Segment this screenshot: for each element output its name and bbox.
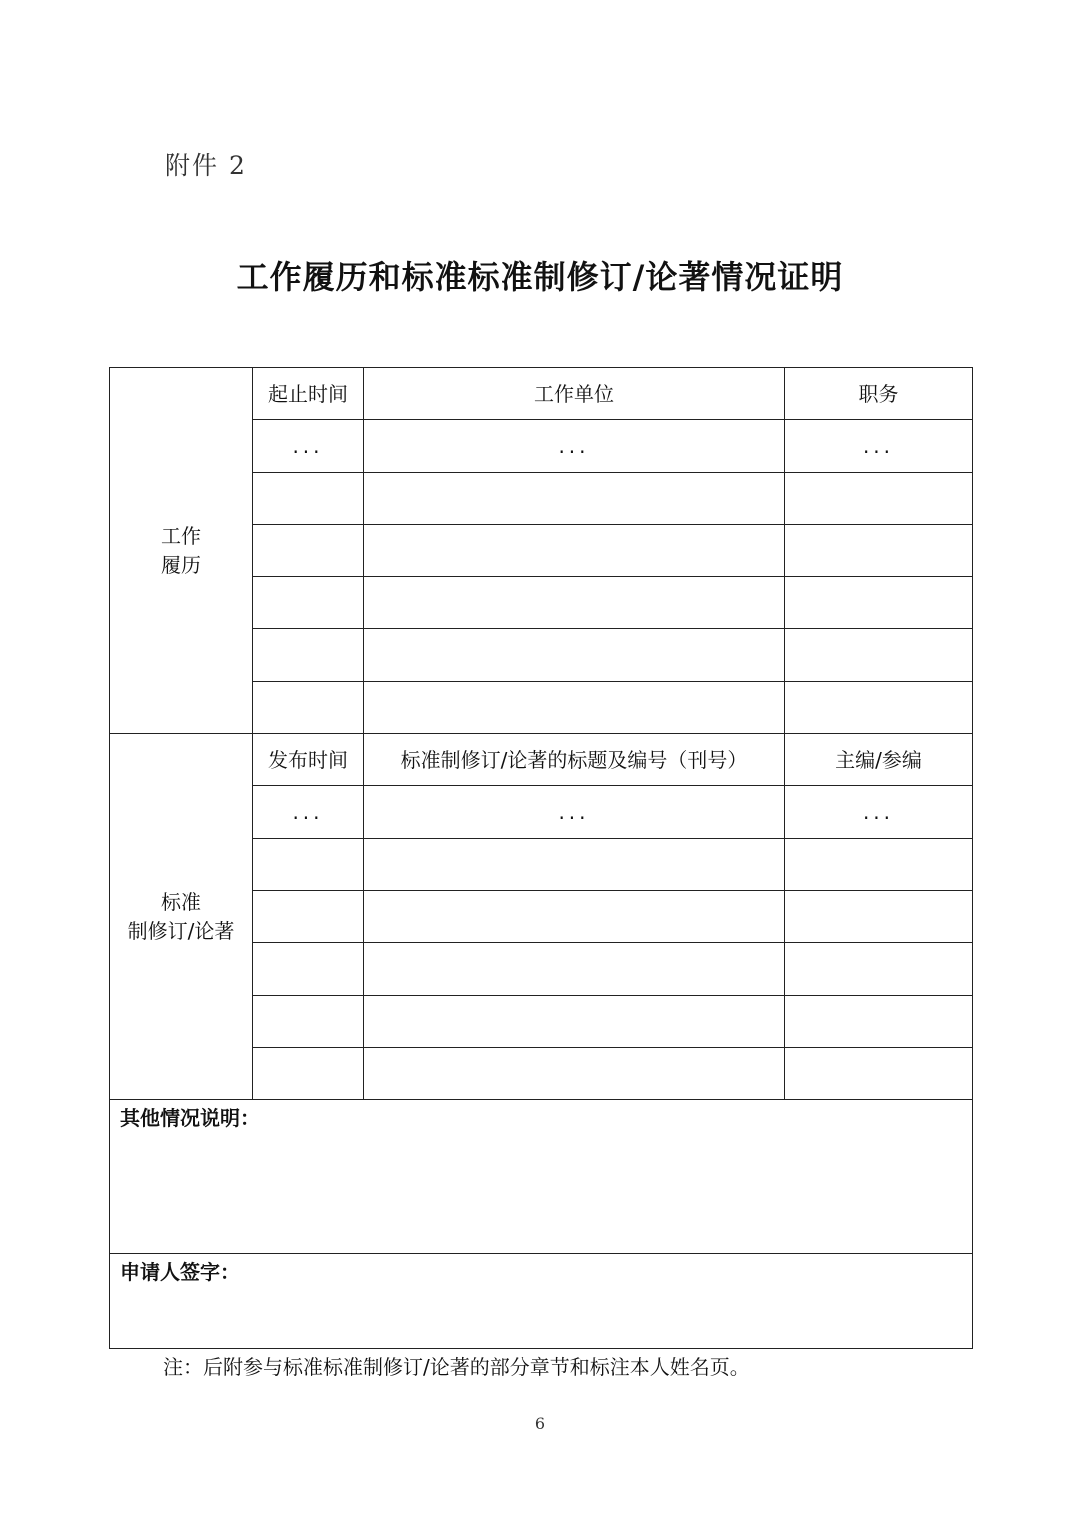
work-position-cell[interactable] [785,524,973,576]
work-position-cell[interactable] [785,681,973,733]
work-position-cell[interactable] [785,472,973,524]
signature-row [110,1254,973,1349]
other-notes-field[interactable] [110,1100,973,1254]
work-employer-cell[interactable] [364,472,785,524]
role-cell[interactable] [785,995,973,1047]
publish-date-cell[interactable] [253,1047,364,1099]
publication-title-cell[interactable] [364,995,785,1047]
publication-title-cell[interactable] [364,890,785,942]
header-role: 主编/参编 [785,734,973,786]
work-employer-cell[interactable]: ... [364,420,785,472]
work-period-cell[interactable] [253,577,364,629]
work-employer-cell[interactable] [364,681,785,733]
work-history-section-label: 工作 履历 [110,368,253,734]
work-position-cell[interactable] [785,577,973,629]
header-publication-title: 标准制修订/论著的标题及编号（刊号） [364,734,785,786]
work-employer-cell[interactable] [364,629,785,681]
work-period-cell[interactable] [253,472,364,524]
signature-field[interactable] [110,1254,973,1349]
header-position: 职务 [785,368,973,420]
other-notes-label: 其他情况说明： [120,1106,260,1131]
work-history-header-row [110,368,973,420]
footnote: 注：后附参与标准标准制修订/论著的部分章节和标注本人姓名页。 [163,1355,750,1379]
publications-section-label: 标准 制修订/论著 [110,734,253,1100]
work-period-cell[interactable] [253,524,364,576]
attachment-label: 附件 2 [165,151,247,180]
certificate-form-table [109,367,973,1349]
role-cell[interactable] [785,1047,973,1099]
role-cell[interactable] [785,838,973,890]
other-notes-row [110,1100,973,1254]
publication-title-cell[interactable] [364,838,785,890]
work-employer-cell[interactable] [364,524,785,576]
work-period-cell[interactable]: ... [253,420,364,472]
publish-date-cell[interactable] [253,838,364,890]
publish-date-cell[interactable] [253,943,364,995]
work-position-cell[interactable]: ... [785,420,973,472]
header-period: 起止时间 [253,368,364,420]
publish-date-cell[interactable]: ... [253,786,364,838]
page-number: 6 [534,1414,546,1433]
role-cell[interactable]: ... [785,786,973,838]
signature-label: 申请人签字： [120,1260,240,1285]
publication-title-cell[interactable] [364,1047,785,1099]
publication-title-cell[interactable] [364,943,785,995]
publish-date-cell[interactable] [253,890,364,942]
role-cell[interactable] [785,890,973,942]
publish-date-cell[interactable] [253,995,364,1047]
header-employer: 工作单位 [364,368,785,420]
role-cell[interactable] [785,943,973,995]
document-title: 工作履历和标准标准制修订/论著情况证明 [236,258,844,296]
work-period-cell[interactable] [253,681,364,733]
header-publish-date: 发布时间 [253,734,364,786]
work-period-cell[interactable] [253,629,364,681]
publications-header-row [110,734,973,786]
work-employer-cell[interactable] [364,577,785,629]
publication-title-cell[interactable]: ... [364,786,785,838]
work-position-cell[interactable] [785,629,973,681]
